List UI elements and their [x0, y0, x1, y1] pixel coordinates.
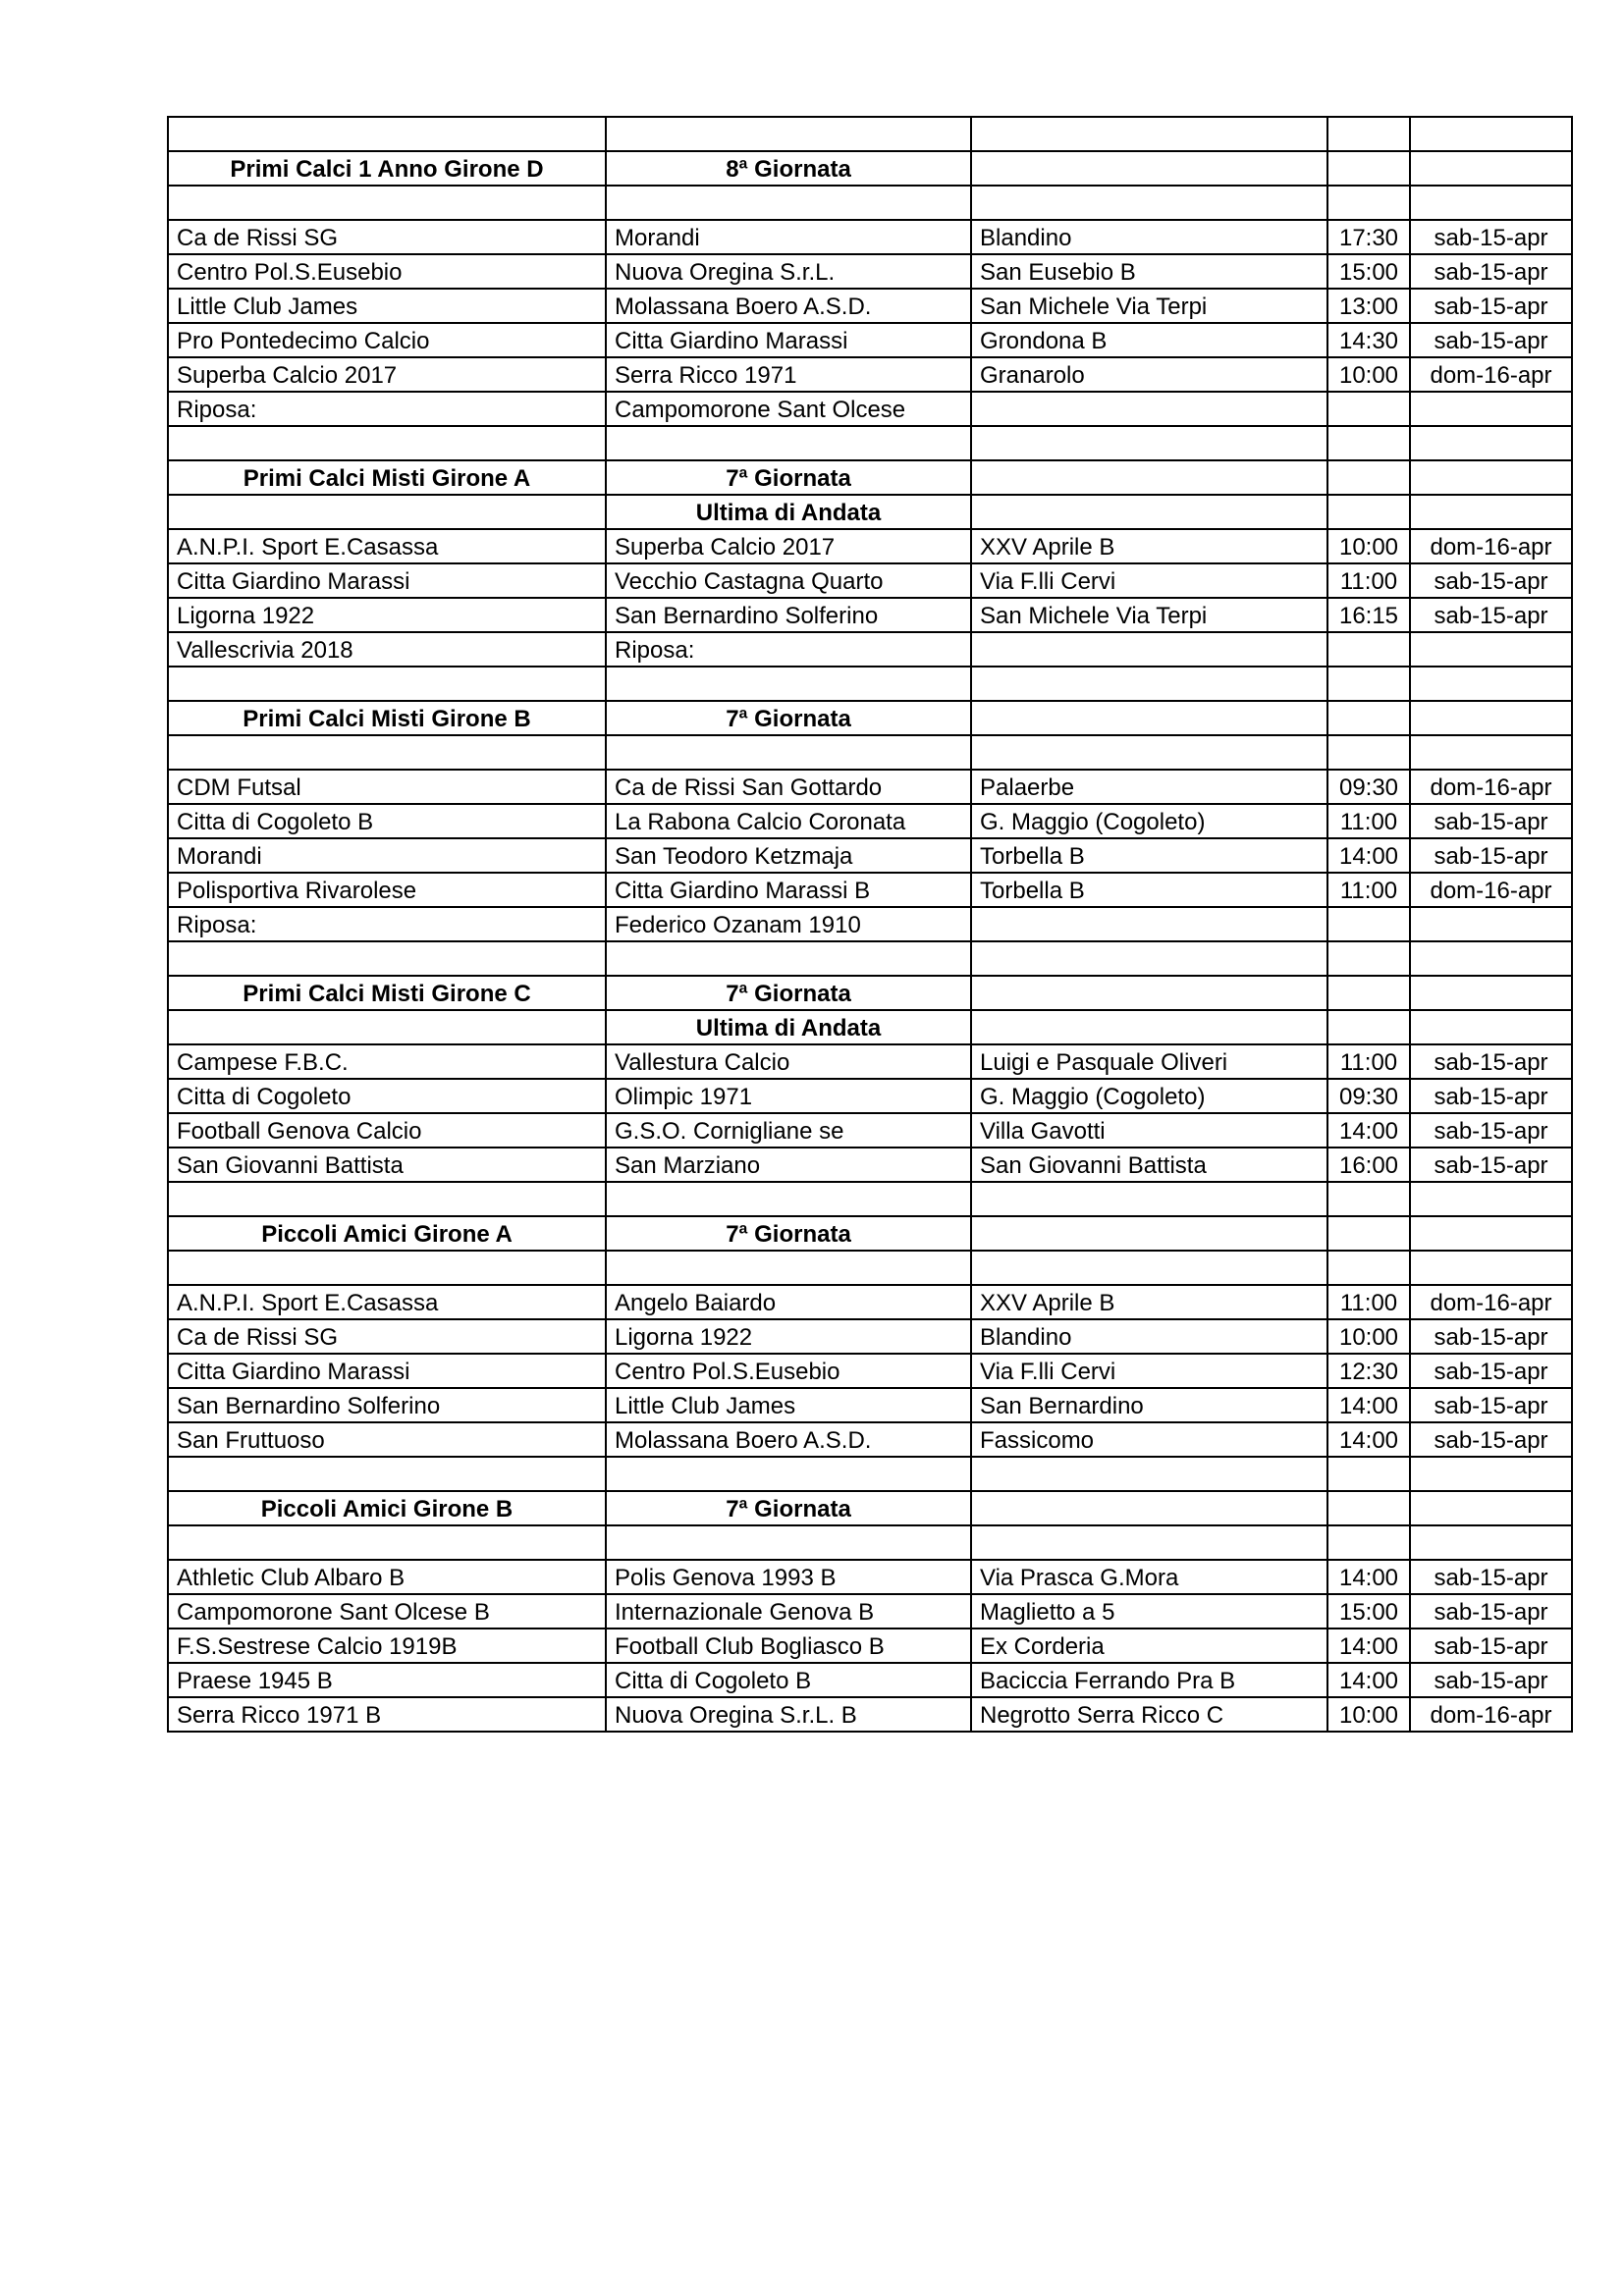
- match-time: 09:30: [1327, 770, 1410, 804]
- match-time: 10:00: [1327, 357, 1410, 392]
- match-row: [168, 632, 1572, 667]
- match-row: [168, 598, 1572, 632]
- match-date: sab-15-apr: [1410, 1629, 1572, 1663]
- away-team: San Bernardino Solferino: [606, 598, 971, 632]
- home-team: Athletic Club Albaro B: [168, 1560, 606, 1594]
- empty-cell: [1327, 976, 1410, 1010]
- empty-cell: [1327, 667, 1410, 701]
- home-team: Citta Giardino Marassi: [168, 1354, 606, 1388]
- empty-cell: [168, 1525, 606, 1560]
- empty-cell: [971, 1182, 1327, 1216]
- empty-cell: [1410, 151, 1572, 186]
- home-team: Campese F.B.C.: [168, 1044, 606, 1079]
- away-team: Molassana Boero A.S.D.: [606, 289, 971, 323]
- match-date: sab-15-apr: [1410, 1113, 1572, 1148]
- home-team: Riposa:: [168, 907, 606, 941]
- home-team: Polisportiva Rivarolese: [168, 873, 606, 907]
- away-team: Vallestura Calcio: [606, 1044, 971, 1079]
- venue: Torbella B: [971, 838, 1327, 873]
- venue: Palaerbe: [971, 770, 1327, 804]
- section-header-row: [168, 151, 1572, 186]
- empty-cell: [1410, 1457, 1572, 1491]
- away-team: Polis Genova 1993 B: [606, 1560, 971, 1594]
- empty-cell: [1410, 1182, 1572, 1216]
- match-row: [168, 1663, 1572, 1697]
- venue: Torbella B: [971, 873, 1327, 907]
- match-row: [168, 1697, 1572, 1732]
- section-title: Piccoli Amici Girone B: [168, 1491, 606, 1525]
- away-team: Campomorone Sant Olcese: [606, 392, 971, 426]
- match-row: [168, 323, 1572, 357]
- empty-cell: [1410, 1251, 1572, 1285]
- section-giornata: 8ª Giornata: [606, 151, 971, 186]
- empty-cell: [1410, 1010, 1572, 1044]
- empty-cell: [971, 117, 1327, 151]
- match-date: sab-15-apr: [1410, 1319, 1572, 1354]
- spacer-row: [168, 426, 1572, 460]
- home-team: Campomorone Sant Olcese B: [168, 1594, 606, 1629]
- venue: XXV Aprile B: [971, 1285, 1327, 1319]
- match-row: [168, 1594, 1572, 1629]
- empty-cell: [168, 186, 606, 220]
- venue: Luigi e Pasquale Oliveri: [971, 1044, 1327, 1079]
- empty-cell: [168, 941, 606, 976]
- empty-cell: [1327, 495, 1410, 529]
- schedule-body: [168, 117, 1572, 1732]
- match-row: [168, 770, 1572, 804]
- match-row: [168, 563, 1572, 598]
- section-title: Primi Calci Misti Girone B: [168, 701, 606, 735]
- spacer-row: [168, 117, 1572, 151]
- away-team: Citta di Cogoleto B: [606, 1663, 971, 1697]
- match-row: [168, 838, 1572, 873]
- match-time: 16:15: [1327, 598, 1410, 632]
- section-header-row: [168, 1491, 1572, 1525]
- away-team: Little Club James: [606, 1388, 971, 1422]
- away-team: Superba Calcio 2017: [606, 529, 971, 563]
- empty-cell: [1410, 941, 1572, 976]
- match-row: [168, 1388, 1572, 1422]
- empty-cell: [1327, 117, 1410, 151]
- away-team: Federico Ozanam 1910: [606, 907, 971, 941]
- match-row: [168, 220, 1572, 254]
- match-row: [168, 1422, 1572, 1457]
- venue: Villa Gavotti: [971, 1113, 1327, 1148]
- section-giornata: 7ª Giornata: [606, 701, 971, 735]
- empty-cell: [1410, 495, 1572, 529]
- venue: Via Prasca G.Mora: [971, 1560, 1327, 1594]
- match-row: [168, 1285, 1572, 1319]
- away-team: Ligorna 1922: [606, 1319, 971, 1354]
- venue: San Bernardino: [971, 1388, 1327, 1422]
- match-row: [168, 1354, 1572, 1388]
- section-header-row: [168, 976, 1572, 1010]
- empty-cell: [1327, 1251, 1410, 1285]
- section-title: Primi Calci Misti Girone C: [168, 976, 606, 1010]
- match-time: 11:00: [1327, 563, 1410, 598]
- home-team: San Giovanni Battista: [168, 1148, 606, 1182]
- venue: Maglietto a 5: [971, 1594, 1327, 1629]
- venue: XXV Aprile B: [971, 529, 1327, 563]
- section-subtitle: Ultima di Andata: [606, 1010, 971, 1044]
- home-team: A.N.P.I. Sport E.Casassa: [168, 1285, 606, 1319]
- empty-cell: [1327, 460, 1410, 495]
- match-row: [168, 907, 1572, 941]
- section-header-row: [168, 460, 1572, 495]
- empty-cell: [1327, 735, 1410, 770]
- match-row: [168, 873, 1572, 907]
- empty-cell: [606, 186, 971, 220]
- match-time: 11:00: [1327, 1044, 1410, 1079]
- empty-cell: [1327, 1525, 1410, 1560]
- away-team: G.S.O. Cornigliane se: [606, 1113, 971, 1148]
- match-date: sab-15-apr: [1410, 1388, 1572, 1422]
- venue: San Eusebio B: [971, 254, 1327, 289]
- match-date: sab-15-apr: [1410, 1663, 1572, 1697]
- home-team: Ca de Rissi SG: [168, 220, 606, 254]
- away-team: La Rabona Calcio Coronata: [606, 804, 971, 838]
- match-time: 13:00: [1327, 289, 1410, 323]
- match-time: [1327, 392, 1410, 426]
- empty-cell: [1410, 667, 1572, 701]
- home-team: Ligorna 1922: [168, 598, 606, 632]
- empty-cell: [971, 1457, 1327, 1491]
- away-team: Citta Giardino Marassi B: [606, 873, 971, 907]
- empty-cell: [1410, 735, 1572, 770]
- venue: San Michele Via Terpi: [971, 289, 1327, 323]
- empty-cell: [606, 1182, 971, 1216]
- away-team: Olimpic 1971: [606, 1079, 971, 1113]
- section-title: Primi Calci 1 Anno Girone D: [168, 151, 606, 186]
- empty-cell: [1327, 1010, 1410, 1044]
- spacer-row: [168, 735, 1572, 770]
- away-team: Ca de Rissi San Gottardo: [606, 770, 971, 804]
- venue: G. Maggio (Cogoleto): [971, 1079, 1327, 1113]
- match-row: [168, 804, 1572, 838]
- away-team: Angelo Baiardo: [606, 1285, 971, 1319]
- home-team: CDM Futsal: [168, 770, 606, 804]
- match-date: sab-15-apr: [1410, 323, 1572, 357]
- section-subtitle-row: [168, 1010, 1572, 1044]
- empty-cell: [606, 1525, 971, 1560]
- venue: San Giovanni Battista: [971, 1148, 1327, 1182]
- empty-cell: [1410, 117, 1572, 151]
- empty-cell: [1410, 1216, 1572, 1251]
- match-time: 12:30: [1327, 1354, 1410, 1388]
- empty-cell: [1327, 1216, 1410, 1251]
- empty-cell: [1327, 1491, 1410, 1525]
- empty-cell: [168, 1010, 606, 1044]
- empty-cell: [1410, 426, 1572, 460]
- empty-cell: [971, 460, 1327, 495]
- match-row: [168, 289, 1572, 323]
- empty-cell: [1327, 701, 1410, 735]
- away-team: Serra Ricco 1971: [606, 357, 971, 392]
- empty-cell: [971, 941, 1327, 976]
- spacer-row: [168, 1251, 1572, 1285]
- section-title: Piccoli Amici Girone A: [168, 1216, 606, 1251]
- empty-cell: [971, 976, 1327, 1010]
- schedule-table: [167, 116, 1573, 1733]
- match-date: [1410, 632, 1572, 667]
- match-row: [168, 1079, 1572, 1113]
- match-time: 16:00: [1327, 1148, 1410, 1182]
- empty-cell: [1410, 701, 1572, 735]
- home-team: Riposa:: [168, 392, 606, 426]
- empty-cell: [971, 1216, 1327, 1251]
- empty-cell: [606, 1251, 971, 1285]
- empty-cell: [971, 426, 1327, 460]
- venue: Via F.lli Cervi: [971, 1354, 1327, 1388]
- empty-cell: [168, 426, 606, 460]
- match-date: dom-16-apr: [1410, 357, 1572, 392]
- away-team: Nuova Oregina S.r.L. B: [606, 1697, 971, 1732]
- match-time: 10:00: [1327, 529, 1410, 563]
- match-row: [168, 1148, 1572, 1182]
- match-date: sab-15-apr: [1410, 289, 1572, 323]
- match-row: [168, 1044, 1572, 1079]
- section-subtitle-row: [168, 495, 1572, 529]
- empty-cell: [1410, 460, 1572, 495]
- home-team: A.N.P.I. Sport E.Casassa: [168, 529, 606, 563]
- venue: Fassicomo: [971, 1422, 1327, 1457]
- home-team: Football Genova Calcio: [168, 1113, 606, 1148]
- match-date: sab-15-apr: [1410, 598, 1572, 632]
- spacer-row: [168, 941, 1572, 976]
- match-date: sab-15-apr: [1410, 1044, 1572, 1079]
- match-date: sab-15-apr: [1410, 1148, 1572, 1182]
- spacer-row: [168, 1182, 1572, 1216]
- away-team: Centro Pol.S.Eusebio: [606, 1354, 971, 1388]
- home-team: Morandi: [168, 838, 606, 873]
- match-date: dom-16-apr: [1410, 873, 1572, 907]
- home-team: Little Club James: [168, 289, 606, 323]
- home-team: Pro Pontedecimo Calcio: [168, 323, 606, 357]
- empty-cell: [606, 1457, 971, 1491]
- venue: Baciccia Ferrando Pra B: [971, 1663, 1327, 1697]
- match-date: [1410, 392, 1572, 426]
- venue: [971, 632, 1327, 667]
- match-time: 14:00: [1327, 1663, 1410, 1697]
- venue: G. Maggio (Cogoleto): [971, 804, 1327, 838]
- empty-cell: [606, 941, 971, 976]
- empty-cell: [168, 735, 606, 770]
- spacer-row: [168, 186, 1572, 220]
- section-giornata: 7ª Giornata: [606, 1216, 971, 1251]
- away-team: Vecchio Castagna Quarto: [606, 563, 971, 598]
- empty-cell: [971, 1491, 1327, 1525]
- match-row: [168, 1629, 1572, 1663]
- match-row: [168, 1113, 1572, 1148]
- match-date: sab-15-apr: [1410, 804, 1572, 838]
- home-team: F.S.Sestrese Calcio 1919B: [168, 1629, 606, 1663]
- away-team: Morandi: [606, 220, 971, 254]
- match-time: [1327, 632, 1410, 667]
- away-team: Nuova Oregina S.r.L.: [606, 254, 971, 289]
- empty-cell: [606, 426, 971, 460]
- away-team: Football Club Bogliasco B: [606, 1629, 971, 1663]
- match-date: dom-16-apr: [1410, 770, 1572, 804]
- away-team: Internazionale Genova B: [606, 1594, 971, 1629]
- match-time: 15:00: [1327, 254, 1410, 289]
- empty-cell: [971, 1010, 1327, 1044]
- home-team: Citta di Cogoleto B: [168, 804, 606, 838]
- match-date: dom-16-apr: [1410, 529, 1572, 563]
- empty-cell: [168, 1182, 606, 1216]
- home-team: Citta di Cogoleto: [168, 1079, 606, 1113]
- match-time: 10:00: [1327, 1319, 1410, 1354]
- empty-cell: [606, 735, 971, 770]
- home-team: Centro Pol.S.Eusebio: [168, 254, 606, 289]
- match-time: 14:00: [1327, 1560, 1410, 1594]
- empty-cell: [606, 667, 971, 701]
- home-team: Vallescrivia 2018: [168, 632, 606, 667]
- match-time: 14:00: [1327, 838, 1410, 873]
- venue: Blandino: [971, 220, 1327, 254]
- venue: Blandino: [971, 1319, 1327, 1354]
- empty-cell: [1327, 1457, 1410, 1491]
- empty-cell: [1410, 1491, 1572, 1525]
- venue: Granarolo: [971, 357, 1327, 392]
- home-team: San Fruttuoso: [168, 1422, 606, 1457]
- match-time: 14:00: [1327, 1629, 1410, 1663]
- match-time: 11:00: [1327, 873, 1410, 907]
- match-time: 14:00: [1327, 1422, 1410, 1457]
- home-team: Serra Ricco 1971 B: [168, 1697, 606, 1732]
- empty-cell: [971, 667, 1327, 701]
- empty-cell: [971, 701, 1327, 735]
- match-row: [168, 1560, 1572, 1594]
- empty-cell: [1410, 1525, 1572, 1560]
- match-time: 15:00: [1327, 1594, 1410, 1629]
- away-team: Molassana Boero A.S.D.: [606, 1422, 971, 1457]
- match-date: sab-15-apr: [1410, 220, 1572, 254]
- match-time: 17:30: [1327, 220, 1410, 254]
- empty-cell: [971, 151, 1327, 186]
- match-time: 14:00: [1327, 1113, 1410, 1148]
- home-team: Citta Giardino Marassi: [168, 563, 606, 598]
- empty-cell: [606, 117, 971, 151]
- empty-cell: [971, 495, 1327, 529]
- match-time: 09:30: [1327, 1079, 1410, 1113]
- venue: Via F.lli Cervi: [971, 563, 1327, 598]
- match-time: 11:00: [1327, 1285, 1410, 1319]
- match-row: [168, 529, 1572, 563]
- section-giornata: 7ª Giornata: [606, 1491, 971, 1525]
- venue: [971, 907, 1327, 941]
- home-team: Superba Calcio 2017: [168, 357, 606, 392]
- empty-cell: [168, 667, 606, 701]
- match-date: dom-16-apr: [1410, 1285, 1572, 1319]
- empty-cell: [168, 1457, 606, 1491]
- home-team: San Bernardino Solferino: [168, 1388, 606, 1422]
- empty-cell: [168, 1251, 606, 1285]
- venue: Ex Corderia: [971, 1629, 1327, 1663]
- match-time: [1327, 907, 1410, 941]
- match-date: sab-15-apr: [1410, 1560, 1572, 1594]
- match-date: [1410, 907, 1572, 941]
- spacer-row: [168, 1457, 1572, 1491]
- match-time: 10:00: [1327, 1697, 1410, 1732]
- match-time: 14:00: [1327, 1388, 1410, 1422]
- empty-cell: [1327, 941, 1410, 976]
- match-date: sab-15-apr: [1410, 1422, 1572, 1457]
- match-time: 11:00: [1327, 804, 1410, 838]
- match-date: sab-15-apr: [1410, 1079, 1572, 1113]
- match-date: sab-15-apr: [1410, 563, 1572, 598]
- match-date: dom-16-apr: [1410, 1697, 1572, 1732]
- empty-cell: [1327, 1182, 1410, 1216]
- spacer-row: [168, 667, 1572, 701]
- match-date: sab-15-apr: [1410, 1594, 1572, 1629]
- match-date: sab-15-apr: [1410, 838, 1572, 873]
- empty-cell: [168, 117, 606, 151]
- away-team: San Marziano: [606, 1148, 971, 1182]
- empty-cell: [1327, 151, 1410, 186]
- match-date: sab-15-apr: [1410, 1354, 1572, 1388]
- match-row: [168, 1319, 1572, 1354]
- away-team: Citta Giardino Marassi: [606, 323, 971, 357]
- empty-cell: [971, 1251, 1327, 1285]
- match-date: sab-15-apr: [1410, 254, 1572, 289]
- section-subtitle: Ultima di Andata: [606, 495, 971, 529]
- section-giornata: 7ª Giornata: [606, 460, 971, 495]
- empty-cell: [971, 1525, 1327, 1560]
- empty-cell: [1327, 186, 1410, 220]
- home-team: Praese 1945 B: [168, 1663, 606, 1697]
- venue: Grondona B: [971, 323, 1327, 357]
- empty-cell: [971, 186, 1327, 220]
- venue: San Michele Via Terpi: [971, 598, 1327, 632]
- section-giornata: 7ª Giornata: [606, 976, 971, 1010]
- section-title: Primi Calci Misti Girone A: [168, 460, 606, 495]
- empty-cell: [1410, 976, 1572, 1010]
- match-row: [168, 357, 1572, 392]
- section-header-row: [168, 701, 1572, 735]
- match-row: [168, 392, 1572, 426]
- venue: Negrotto Serra Ricco C: [971, 1697, 1327, 1732]
- match-row: [168, 254, 1572, 289]
- empty-cell: [168, 495, 606, 529]
- away-team: Riposa:: [606, 632, 971, 667]
- empty-cell: [1327, 426, 1410, 460]
- home-team: Ca de Rissi SG: [168, 1319, 606, 1354]
- spacer-row: [168, 1525, 1572, 1560]
- empty-cell: [971, 735, 1327, 770]
- away-team: San Teodoro Ketzmaja: [606, 838, 971, 873]
- section-header-row: [168, 1216, 1572, 1251]
- empty-cell: [1410, 186, 1572, 220]
- venue: [971, 392, 1327, 426]
- match-time: 14:30: [1327, 323, 1410, 357]
